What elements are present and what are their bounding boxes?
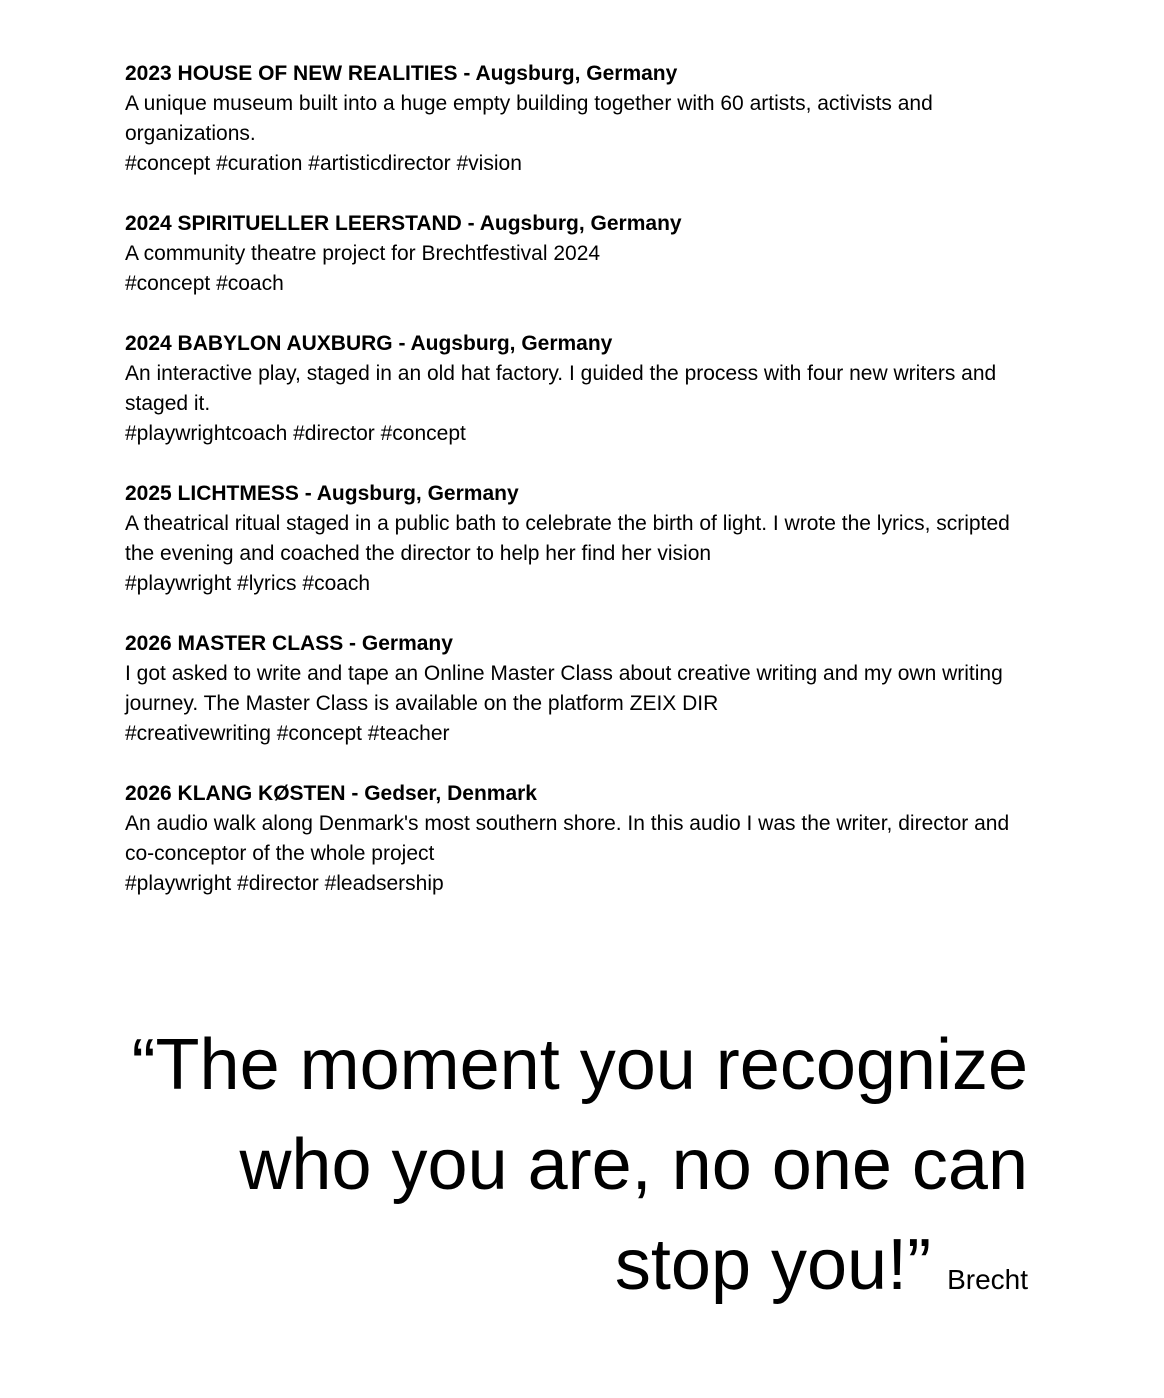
project-description: I got asked to write and tape an Online Master Class about creative writing and my own writing journey. The Master Class is available on the platform ZEIX DIR [125,662,1003,715]
project-title: 2025 LICHTMESS - Augsburg, Germany [125,482,519,505]
project-tags: #concept #curation #artisticdirector #vision [125,152,522,175]
project-entry [125,329,1035,449]
project-entry [125,59,1035,179]
project-title: 2023 HOUSE OF NEW REALITIES - Augsburg, Germany [125,62,678,85]
quote-last-line [120,1215,1028,1330]
project-tags: #creativewriting #concept #teacher [125,722,450,745]
quote-author: Brecht [947,1264,1028,1295]
project-description: A theatrical ritual staged in a public bath to celebrate the birth of light. I wrote the lyrics, scripted the evening and coached the director to help her find her vision [125,512,1010,565]
project-title: 2026 MASTER CLASS - Germany [125,632,453,655]
project-title: 2024 BABYLON AUXBURG - Augsburg, Germany [125,332,613,355]
project-title: 2024 SPIRITUELLER LEERSTAND - Augsburg, Germany [125,212,682,235]
project-description: An interactive play, staged in an old hat factory. I guided the process with four new writers and staged it. [125,362,997,415]
quote-line: who you are, no one can [239,1125,1028,1205]
project-entry [125,209,1035,299]
project-entry [125,779,1035,899]
project-tags: #playwright #lyrics #coach [125,572,371,595]
project-list [125,59,1035,929]
project-tags: #playwright #director #leadsership [125,872,444,895]
quote [120,1015,1028,1330]
quote-line-text: stop you!” [614,1225,932,1305]
project-description: A unique museum built into a huge empty building together with 60 artists, activists and organizations. [125,92,933,145]
project-entry [125,629,1035,749]
project-tags: #playwrightcoach #director #concept [125,422,466,445]
project-description: A community theatre project for Brechtfestival 2024 [125,242,601,265]
quote-line: “The moment you recognize [131,1025,1028,1105]
project-tags: #concept #coach [125,272,284,295]
project-entry [125,479,1035,599]
project-description: An audio walk along Denmark's most southern shore. In this audio I was the writer, director and co-conceptor of the whole project [125,812,1010,865]
project-title: 2026 KLANG KØSTEN - Gedser, Denmark [125,782,537,805]
